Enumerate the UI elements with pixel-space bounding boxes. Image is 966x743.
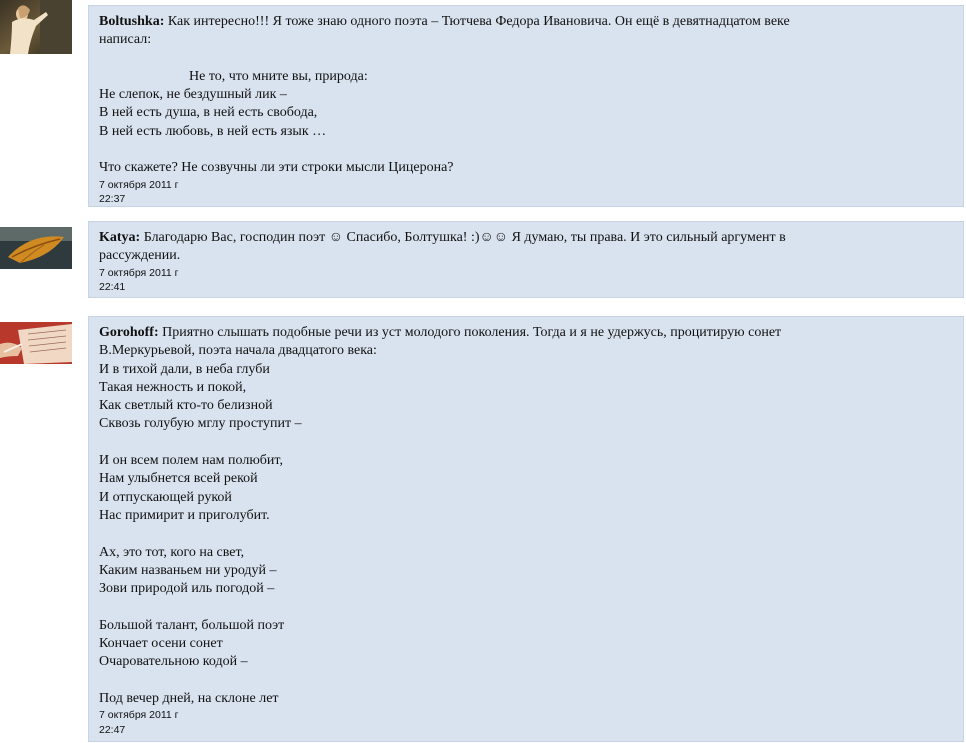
comment-text-line: В ней есть любовь, в ней есть язык …	[99, 123, 327, 139]
comment-text-line: В ней есть душа, в ней есть свобода,	[99, 105, 318, 121]
writing-hand-avatar-icon	[0, 322, 72, 364]
comment-date: 7 октября 2011 г	[99, 178, 179, 191]
comment-time: 22:37	[99, 193, 126, 206]
comment-text-line: Зови природой иль погодой –	[99, 581, 275, 597]
comment-text-line: написал:	[99, 32, 152, 48]
comment-date: 7 октября 2011 г	[99, 709, 179, 722]
comment-author[interactable]: Katya:	[99, 230, 141, 245]
comment-text-line	[99, 50, 953, 68]
comment-text-line: Под вечер дней, на склоне лет	[99, 690, 279, 706]
comment-first-line: Gorohoff: Приятно слышать подобные речи из уст молодого поколения. Тогда и я не удержусь, процитирую сонет	[99, 325, 782, 340]
comment-text-line: Не слепок, не бездушный лик –	[99, 87, 287, 103]
comment-text-line: Что скажете? Не созвучны ли эти строки мысли Цицерона?	[99, 160, 454, 176]
comment-text-line: Такая нежность и покой,	[99, 379, 247, 395]
comment-text-line	[99, 672, 953, 690]
avatar-gorohoff[interactable]	[0, 322, 72, 364]
comment-bubble	[88, 221, 964, 298]
comment-text-line: Как светлый кто-то белизной	[99, 398, 273, 414]
comment-text-line	[99, 141, 953, 159]
poem-title-line: Не то, что мните вы, природа:	[189, 68, 368, 84]
avatar-boltushka[interactable]	[0, 0, 72, 54]
autumn-leaf-avatar-icon	[0, 227, 72, 269]
comment-text-line: Ах, это тот, кого на свет,	[99, 544, 245, 560]
comment-text-line	[99, 598, 953, 616]
comment-author[interactable]: Boltushka:	[99, 14, 165, 29]
comment-author[interactable]: Gorohoff:	[99, 325, 159, 340]
comment-text-line	[99, 525, 953, 543]
comment-text-line: Нас примирит и приголубит.	[99, 507, 270, 523]
comment-first-line: Katya: Благодарю Вас, господин поэт ☺ Спасибо, Болтушка! :)☺☺ Я думаю, ты права. И это сильный аргумент в	[99, 230, 786, 245]
comment-time: 22:47	[99, 723, 126, 736]
comment-bubble	[88, 316, 964, 742]
comment-first-line: Boltushka: Как интересно!!! Я тоже знаю одного поэта – Тютчева Федора Ивановича. Он ещё в девятнадцатом веке	[99, 14, 790, 29]
comment-date: 7 октября 2011 г	[99, 266, 179, 279]
comment-text-line: Нам улыбнется всей рекой	[99, 471, 258, 487]
comment-text-line: И он всем полем нам полюбит,	[99, 453, 283, 469]
comment-text-line: Кончает осени сонет	[99, 636, 223, 652]
comment-text-line: Большой талант, большой поэт	[99, 617, 285, 633]
comment-bubble	[88, 5, 964, 207]
comment-text-line: И в тихой дали, в неба глуби	[99, 361, 270, 377]
comment-text-line: рассуждении.	[99, 248, 181, 264]
comment-time: 22:41	[99, 281, 126, 294]
comment-text-line: Очаровательною кодой –	[99, 654, 248, 670]
comment-text-line	[99, 434, 953, 452]
comment-text-line: В.Меркурьевой, поэта начала двадцатого века:	[99, 343, 377, 359]
comment-text-line: И отпускающей рукой	[99, 489, 232, 505]
comment-text-line: Сквозь голубую мглу проступит –	[99, 416, 302, 432]
person-outdoors-avatar-icon	[0, 0, 72, 54]
comment-text-line: Каким названьем ни уродуй –	[99, 562, 277, 578]
avatar-katya[interactable]	[0, 227, 72, 269]
